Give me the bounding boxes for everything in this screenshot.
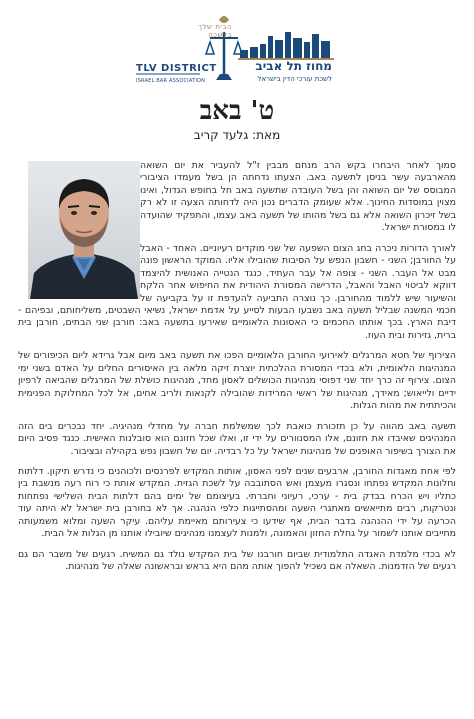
article-paragraph: לא בכדי מלמדת האגדה התלמודית שביום חורבנו של בית המקדש נולד גם המשיח. רגעים של משבר הם גם רגעים של הזדמנות. השאלה אם נשכיל להפוך אותה מהם היא בראש ובראשונה שאלה של מנהיגות. — [18, 548, 456, 573]
logo-name-hebrew: מחוז תל אביב — [255, 59, 332, 73]
article-paragraph: לאורך הדורות ניכרה בחג הצום השפעה של שני מוקדים רעיוניים. האחד - האבל על החורבן; השני - חשבון הנפש על הסיבות שהובילו אליו. המוקד הראשון פונה מבט אל העבר. השני - צופה אל עבר העתיד. כנגד הנטייה האנושית להיצמד דווקא לביטוי האבל והאבל, הדרישה המסורת היהודית את החיפוש אחר הלקח והשיעור שיש ללמוד מהחורבן. כך נוצרה התביעה להעדפת זו על בקביעה של חכמי המשנה שבליל תשעה באב נשבעו הבעות לסייע על אדמת ישראל, נשיאי השבטים, משליחותם, ובפיהם - דיבת הארץ. בכך אותתו החכמים כי האסונות הלאומיים שאירעו בתשעה באב: חורבן שני הבתים, חורבן בית ברית, גזירות ובית העוז. — [18, 242, 456, 341]
logo-tagline: הבית שלך בלשכה — [198, 23, 232, 39]
article-paragraph: סמוך לאחר היבחרו בקש הרב מנחם מבבין ז"ל להעביר את יום השואה מהארבעה עשר בניסן לתשעה באב. הצעתו נדחתה הן בשל מעמדו הציבורי המבוסס של יום השואה והן בשל העובדה שתשעה באב חל בחופש הגדול, ואינו מצוין במוסדות החינוך. אלא שעומק הדברים נכון היה לדחותה הצעה זו לא רק בשל זיכרון השואה אלא גם בשל מהותו של תשעה באב עצמו, והתפקיד שהועדה לו במסורת ישראל. — [140, 160, 456, 234]
article-author: מאת: גלעד קריב — [193, 128, 281, 142]
logo-name-english: TLV DISTRICT — [136, 63, 217, 74]
association-logo — [100, 14, 340, 86]
article-body — [18, 160, 456, 582]
logo-subtitle-english: ISRAEL BAR ASSOCIATION — [136, 78, 206, 84]
author-portrait-icon — [28, 161, 140, 299]
article-paragraph: לפי אחת מאגדות החורבן, ארבעים שנים לפני האסון, אותות המקדש לפרנסים ולכוהנים כי נדרש תיקון. דלתות וחלונות המקדש נפתחו ונסגרו מעצמן ואש הסתובבה על לשכת הגזית. המקדש אותת כי רוח רעה מנשבת בין כתליו ויש הכרח בבדק בית - ערכי, רעיוני וחברתי. בעיצומם של ימים בהם דלתות הבית השלישי נפתחות ונטרקות, רבים מתייאשים מאתגרי השעה ומהסתייגות כלפי הנהגה. אך לא בחורבן בית ישראל לא היתה עוד הכרעה על ידי ההנהגה בדבר הבית, אף שידעו כי צעירותם מאיימת עליהם. עיקר השעה ומלוא משמעותה מחייבים אותנו לשמור על גחלת החזון והאמונה, ולמנות לעצמנו מנהיגים שיובילו אותנו מן הגלות אל הבית. — [18, 465, 456, 540]
article-title: ט' באב — [199, 96, 275, 126]
author-photo — [28, 161, 140, 299]
article-paragraph: הצירוף של חטא המרגלים לאירועי החורבן הלאומיים הפכו את תשעה באב מיום אבל גרידא ליום הכיפורים של המנהיגות הלאומית, ולא בכדי המסורת ההלכתית יוצרת זיקה מלאה בין האיסורים החלים על האדם בשני ימי הצום. צירוף זה כרך יחד שני דפוסי מנהיגות הכושלים לאסון מחד, מנהיגות כושלת של המרגלים שהביאה לרפיון ידיים ולייאוש; מאידך, מנהיגות של ראשי המרידות שהובילה לקנאות ולריב אחים, אל לכל המחלוקת הפנימית והכיתתית את מהות הגלות. — [18, 350, 456, 412]
logo-subtitle-hebrew: לשכת עורכי הדין בישראל — [257, 75, 332, 83]
article-paragraph: תשעה באב מהווה על כן תזכורת כואבת לכך שמשלמת חברה על מחדלי מנהיגיה. יחד נבכרים בים הזה המנהיגים שאיבדו את חזונם, אלו המסנוורים על ידי זו, ואלו שכל חזונם הוא סובלנות האישית. כנגד פסיב היום את הצורך בשיפור האופנים של מנהיגות ישראל על כל רבדיה. יום של חשבון נפש בקהילה ובציבור. — [18, 420, 456, 457]
